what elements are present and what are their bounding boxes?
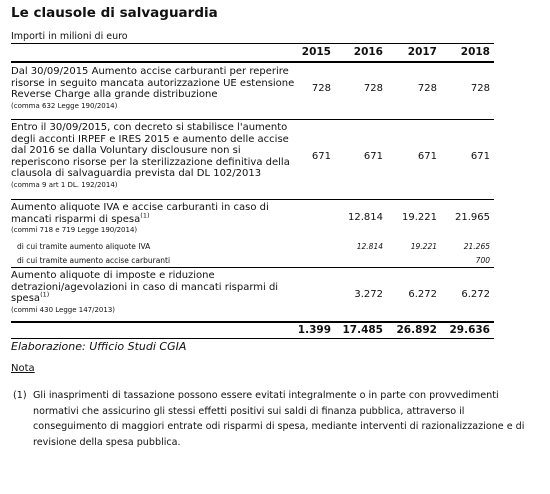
row-4-legal-ref: (commi 430 Legge 147/2013) <box>11 305 116 314</box>
row-3-text: Aumento aliquote IVA e accise carburanti in caso di mancati risparmi di spesa <box>11 202 269 225</box>
footnote-marker: (1) <box>140 211 150 220</box>
page-title: Le clausole di salvaguardia <box>11 5 218 21</box>
total-2016: 17.485 <box>342 324 383 336</box>
footnote-number: (1) <box>13 390 27 401</box>
table-row-4-description <box>11 270 281 315</box>
total-2017: 26.892 <box>396 324 437 336</box>
total-rule <box>11 321 494 323</box>
table-subtitle: Importi in milioni di euro <box>11 31 128 42</box>
row-divider <box>11 199 494 200</box>
table-bottom-rule <box>11 338 494 339</box>
row-divider <box>11 119 494 120</box>
row-1-text: Dal 30/09/2015 Aumento accise carburanti per reperire risorse in seguito mancata autorizzazione UE estensione Reverse Charge alla grande distribuzione <box>11 66 295 100</box>
row-2-text: Entro il 30/09/2015, con decreto si stabilisce l'aumento degli acconti IRPEF e IRES 2015 e aumento delle accise dal 2016 se dalla Voluntary disclousure non si reperiscono risorse per la sterilizzazione definitiva della clausola di salvaguardia prevista dal DL 102/2013 <box>11 122 290 179</box>
total-2015: 1.399 <box>297 324 331 336</box>
row-2-value-2015: 671 <box>311 151 331 162</box>
row-2-value-2018: 671 <box>470 151 490 162</box>
table-row-2-description <box>11 122 296 190</box>
row-4-value-2018: 6.272 <box>461 289 490 300</box>
total-2018: 29.636 <box>449 324 490 336</box>
row-1-legal-ref: (comma 632 Legge 190/2014) <box>11 101 118 110</box>
row-3-legal-ref: (commi 718 e 719 Legge 190/2014) <box>11 226 138 234</box>
row-4-value-2016: 3.272 <box>354 289 383 300</box>
row-2-value-2017: 671 <box>417 151 437 162</box>
row-1-value-2018: 728 <box>470 83 490 94</box>
row-4-value-2017: 6.272 <box>408 289 437 300</box>
year-header-2017: 2017 <box>407 46 437 58</box>
table-row-1-description <box>11 66 296 111</box>
year-header-2018: 2018 <box>460 46 490 58</box>
row-3-value-2018: 21.965 <box>455 212 490 223</box>
subrow-accise-value-2018: 700 <box>475 256 490 265</box>
row-divider <box>11 267 494 268</box>
row-1-value-2016: 728 <box>363 83 383 94</box>
row-3-value-2016: 12.814 <box>348 212 383 223</box>
notes-heading: Nota <box>11 363 35 374</box>
row-1-value-2015: 728 <box>311 83 331 94</box>
row-2-legal-ref: (comma 9 art 1 DL. 192/2014) <box>11 180 118 189</box>
source-credit: Elaborazione: Ufficio Studi CGIA <box>11 340 187 353</box>
row-4-text: Aumento aliquote di imposte e riduzione detrazioni/agevolazioni in caso di mancati risparmi di spesa <box>11 270 279 304</box>
subrow-iva-value-2017: 19.221 <box>410 242 437 251</box>
footnote <box>13 388 538 450</box>
subrow-iva-value-2016: 12.814 <box>356 242 383 251</box>
footnote-text: Gli inasprimenti di tassazione possono essere evitati integralmente o in parte con provvedimenti normativi che assicurino gli stessi effetti positivi sui saldi di finanza pubblica, attraverso il conseguimento di maggiori entrate odi risparmi di spesa, mediante interventi di razionalizzazione e di revisione della spesa pubblica. <box>33 390 525 448</box>
row-3-value-2017: 19.221 <box>402 212 437 223</box>
table-row-3-description <box>11 202 281 235</box>
row-2-value-2016: 671 <box>363 151 383 162</box>
year-header-2016: 2016 <box>353 46 383 58</box>
row-1-value-2017: 728 <box>417 83 437 94</box>
year-header-2015: 2015 <box>301 46 331 58</box>
table-top-rule <box>11 43 494 44</box>
subrow-iva-value-2018: 21.265 <box>463 242 490 251</box>
header-rule <box>11 61 494 63</box>
row-3-subrow-accise-label: di cui tramite aumento accise carburanti <box>17 256 171 265</box>
row-3-subrow-iva-label: di cui tramite aumento aliquote IVA <box>17 242 151 251</box>
footnote-marker: (1) <box>40 290 50 299</box>
